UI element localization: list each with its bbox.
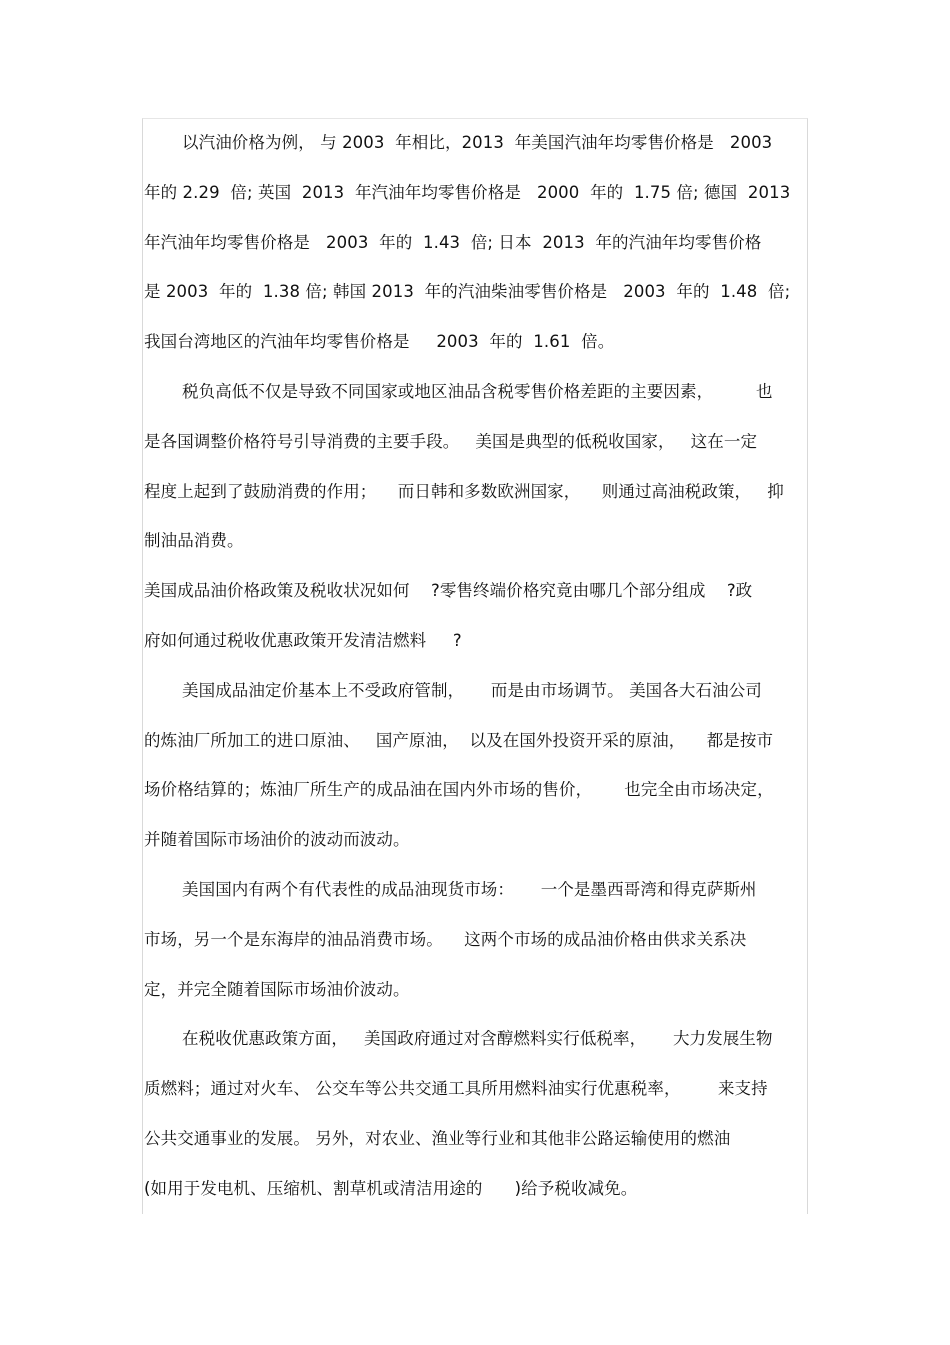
text-line: 美国成品油定价基本上不受政府管制， 而是由市场调节。 美国各大石油公司 <box>182 680 762 700</box>
text-line: 并随着国际市场油价的波动而波动。 <box>144 830 410 850</box>
paragraph-questions <box>144 566 804 666</box>
text-line: 是各国调整价格符号引导消费的主要手段。 美国是典型的低税收国家， 这在一定 <box>144 431 758 451</box>
text-line: 是 2003 年的 1.38 倍; 韩国 2013 年的汽油柴油零售价格是 2003 年的 1.48 倍; <box>144 282 791 302</box>
text-line: 市场，另一个是东海岸的油品消费市场。 这两个市场的成品油价格由供求关系决 <box>144 929 747 949</box>
paragraph-tax-burden <box>144 367 804 566</box>
text-line: 场价格结算的；炼油厂所生产的成品油在国内外市场的售价， 也完全由市场决定， <box>144 780 774 800</box>
text-line: 定，并完全随着国际市场油价波动。 <box>144 979 410 999</box>
text-line: 程度上起到了鼓励消费的作用； 而日韩和多数欧洲国家， 则通过高油税政策， 抑 <box>144 481 784 501</box>
document-body <box>144 118 804 1214</box>
text-line: 以汽油价格为例， 与 2003 年相比，2013 年美国汽油年均零售价格是 2003 <box>182 133 773 152</box>
text-line: 在税收优惠政策方面， 美国政府通过对含醇燃料实行低税率， 大力发展生物 <box>182 1029 773 1049</box>
text-line: 府如何通过税收优惠政策开发清洁燃料 ? <box>144 630 462 650</box>
text-line: 制油品消费。 <box>144 531 244 551</box>
paragraph-gasoline-price-comparison <box>144 118 804 367</box>
paragraph-spot-markets <box>144 865 804 1014</box>
text-line: 美国国内有两个有代表性的成品油现货市场： 一个是墨西哥湾和得克萨斯州 <box>182 879 757 899</box>
text-line: 年的 2.29 倍; 英国 2013 年汽油年均零售价格是 2000 年的 1.75 倍; 德国 2013 <box>144 182 791 202</box>
text-line: 税负高低不仅是导致不同国家或地区油品含税零售价格差距的主要因素， 也 <box>182 381 773 401</box>
text-line: 的炼油厂所加工的进口原油、 国产原油， 以及在国外投资开采的原油， 都是按市 <box>144 730 774 750</box>
text-line: 公共交通事业的发展。 另外，对农业、渔业等行业和其他非公路运输使用的燃油 <box>144 1128 731 1148</box>
text-line: 年汽油年均零售价格是 2003 年的 1.43 倍; 日本 2013 年的汽油年均零售价格 <box>144 232 762 252</box>
text-line: 我国台湾地区的汽油年均零售价格是 2003 年的 1.61 倍。 <box>144 332 615 352</box>
text-line: 质燃料；通过对火车、 公交车等公共交通工具所用燃料油实行优惠税率， 来支持 <box>144 1079 768 1099</box>
paragraph-tax-incentives <box>144 1014 804 1213</box>
text-line: (如用于发电机、压缩机、割草机或清洁用途的 )给予税收减免。 <box>144 1178 638 1198</box>
text-line: 美国成品油价格政策及税收状况如何 ?零售终端价格究竟由哪几个部分组成 ?政 <box>144 581 753 601</box>
paragraph-market-pricing <box>144 666 804 865</box>
